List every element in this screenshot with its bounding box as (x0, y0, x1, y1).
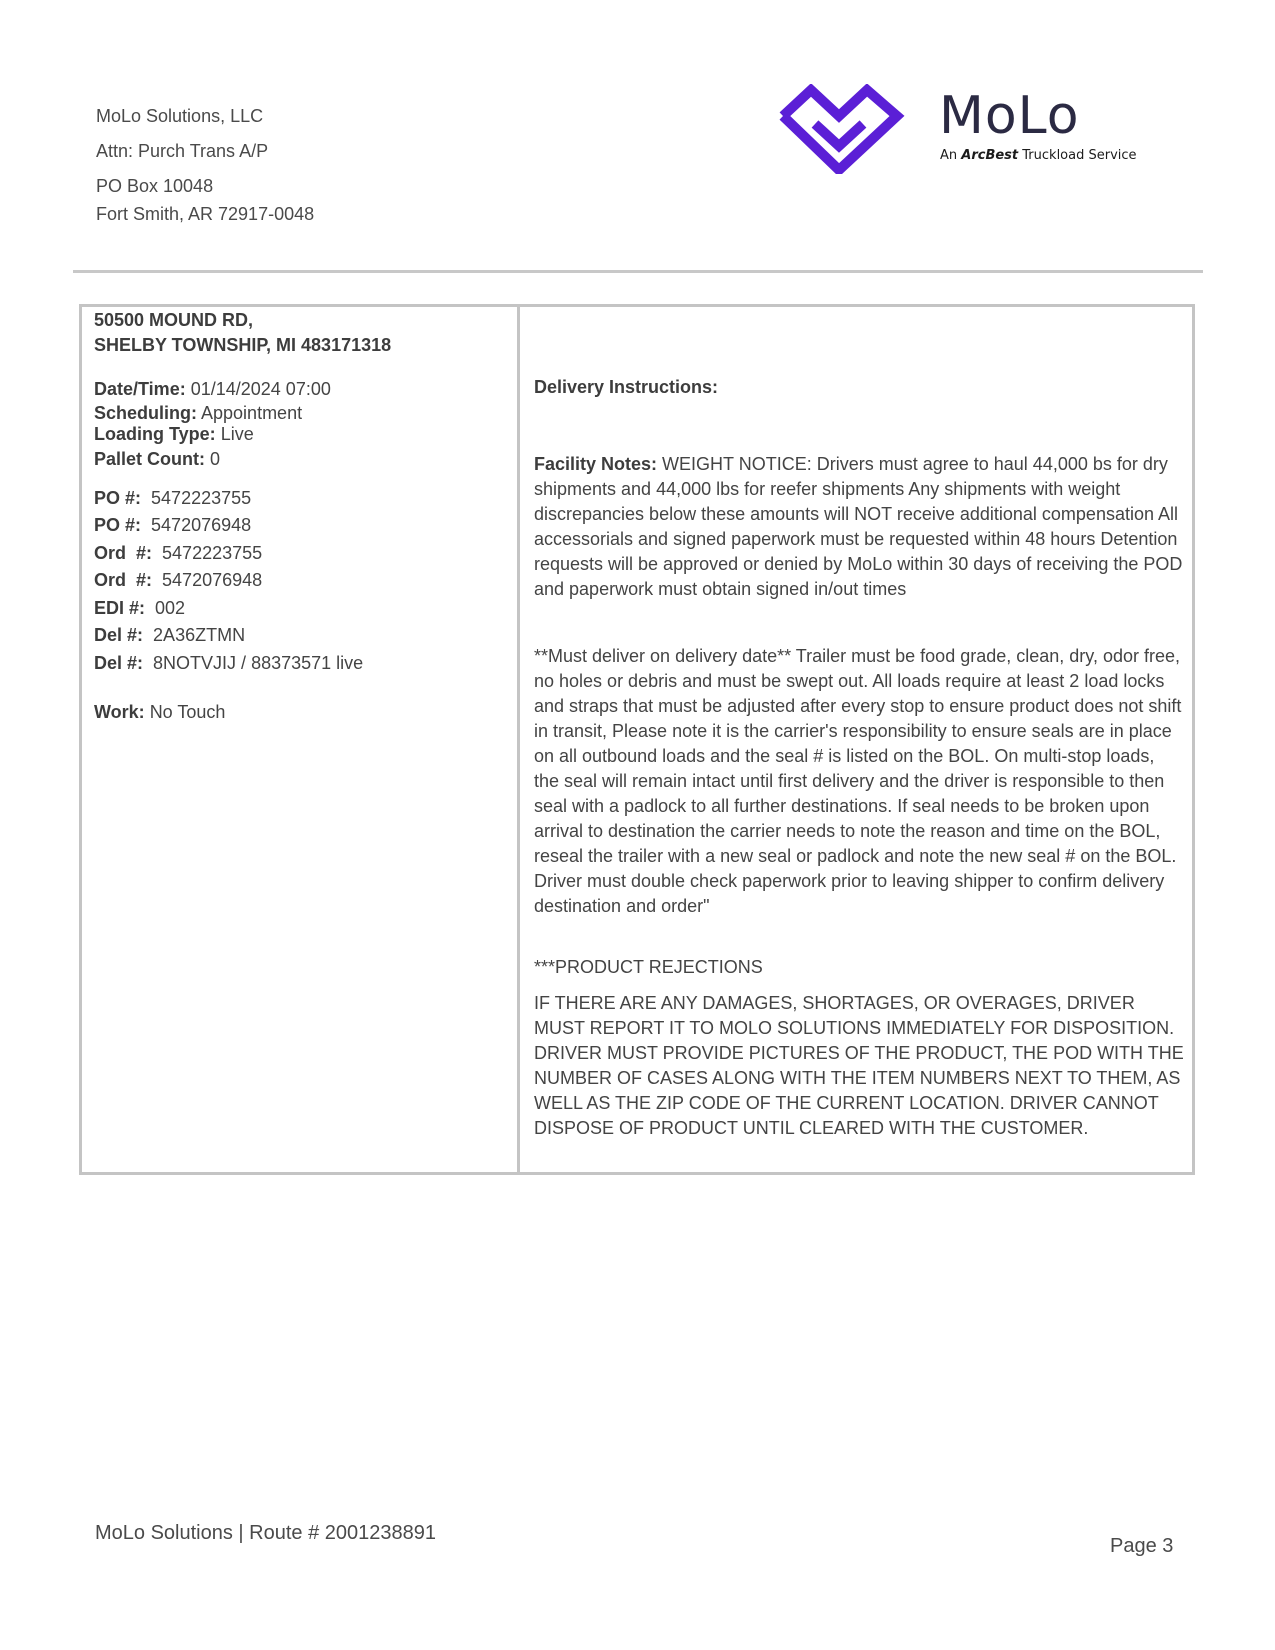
must-deliver-notes: **Must deliver on delivery date** Trailer must be food grade, clean, dry, odor free, no holes or debris and must be swept out. All loads require at least 2 load locks and straps that must be adjusted after every stop to ensure product does not shift in transit, Please note it is the carrier's responsibility to ensure seals are in place on all outbound loads and the seal # is listed on the BOL. On multi-stop loads, the seal will remain intact until first delivery and the driver is responsible to then seal with a padlock to all further destinations. If seal needs to be broken upon arrival to destination the carrier needs to note the reason and time on the BOL, reseal the trailer with a new seal or padlock and note the new seal # on the BOL. Driver must double check paperwork prior to leaving shipper to confirm delivery destination and order" (534, 646, 1182, 916)
arcbest-brand: ArcBest (961, 148, 1019, 163)
header-divider (73, 270, 1203, 273)
ref-po-1: PO #: 5472223755 (94, 488, 252, 508)
sender-attn: Attn: Purch Trans A/P (96, 141, 269, 161)
sender-po-box: PO Box 10048 (96, 176, 214, 196)
sender-city: Fort Smith, AR 72917-0048 (96, 204, 315, 224)
ref-ord-2: Ord #: 5472076948 (94, 570, 263, 590)
rejections-text: IF THERE ARE ANY DAMAGES, SHORTAGES, OR OVERAGES, DRIVER MUST REPORT IT TO MOLO SOLUTIONS IMMEDIATELY FOR DISPOSITION. DRIVER MUST PROVIDE PICTURES OF THE PRODUCT, THE POD WITH THE NUMBER OF CASES ALONG WITH THE ITEM NUMBERS NEXT TO THEM, AS WELL AS THE ZIP CODE OF THE CURRENT LOCATION. DRIVER CANNOT DISPOSE OF PRODUCT UNTIL CLEARED WITH THE CUSTOMER. (534, 993, 1184, 1138)
address-line1: 50500 MOUND RD, (94, 310, 254, 330)
address-line2: SHELBY TOWNSHIP, MI 483171318 (94, 335, 392, 355)
field-loading-type: Loading Type: Live (94, 424, 254, 444)
field-work: Work: No Touch (94, 702, 226, 722)
ref-edi: EDI #: 002 (94, 598, 186, 618)
ref-ord-1: Ord #: 5472223755 (94, 543, 263, 563)
logo-tagline: An ArcBest Truckload Service (940, 148, 1137, 163)
stop-info-column (94, 307, 514, 1172)
instructions-column (534, 307, 1184, 1172)
footer-route: MoLo Solutions | Route # 2001238891 (95, 1522, 437, 1544)
rejections-heading: ***PRODUCT REJECTIONS (534, 957, 763, 977)
field-scheduling: Scheduling: Appointment (94, 403, 303, 423)
field-datetime: Date/Time: 01/14/2024 07:00 (94, 379, 331, 399)
stop-details-box (79, 304, 1195, 1175)
delivery-instructions-label: Delivery Instructions: (534, 377, 719, 397)
page-number: Page 3 (1110, 1535, 1174, 1557)
column-divider (517, 307, 520, 1172)
facility-notes: Facility Notes: WEIGHT NOTICE: Drivers must agree to haul 44,000 bs for dry shipments and 44,000 lbs for reefer shipments Any shipments with weight discrepancies below these amounts will NOT receive additional compensation All accessorials and signed paperwork must be requested within 48 hours Detention requests will be approved or denied by MoLo within 30 days of receiving the POD and paperwork must obtain signed in/out times (534, 454, 1183, 599)
ref-del-2: Del #: 8NOTVJIJ / 88373571 live (94, 653, 364, 673)
field-pallet-count: Pallet Count: 0 (94, 449, 221, 469)
molo-logo (775, 84, 1145, 176)
ref-del-1: Del #: 2A36ZTMN (94, 625, 246, 645)
molo-wordmark: MoLo (939, 86, 1080, 146)
molo-chevron-icon (775, 84, 905, 174)
sender-name: MoLo Solutions, LLC (96, 106, 264, 126)
ref-po-2: PO #: 5472076948 (94, 515, 252, 535)
